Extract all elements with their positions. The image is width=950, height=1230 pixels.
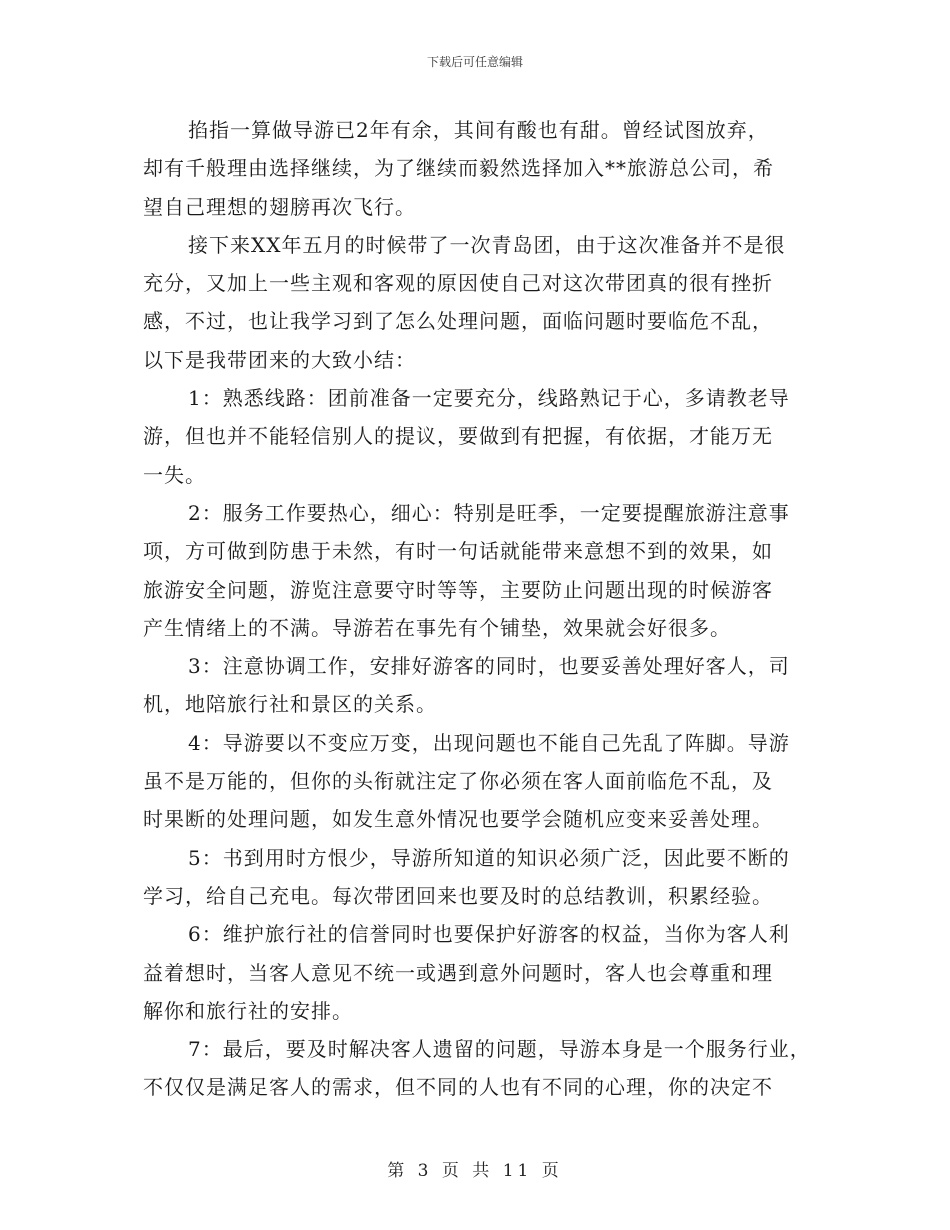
text-line: 不仅仅是满足客人的需求，但不同的人也有不同的心理，你的决定不: [143, 1075, 773, 1100]
text-line: 时果断的处理问题，如发生意外情况也要学会随机应变来妥善处理。: [143, 807, 773, 832]
text-line: 充分，又加上一些主观和客观的原因使自己对这次带团真的很有挫折: [143, 271, 773, 296]
text-line: 以下是我带团来的大致小结：: [143, 347, 416, 372]
text-line: 2：服务工作要热心，细心：特别是旺季，一定要提醒旅游注意事: [188, 500, 790, 525]
text-line: 项，方可做到防患于未然，有时一句话就能带来意想不到的效果，如: [143, 539, 773, 564]
paragraph-point-1: [143, 379, 813, 494]
text-line: 解你和旅行社的安排。: [143, 998, 353, 1023]
text-line: 4：导游要以不变应万变，出现问题也不能自己先乱了阵脚。导游: [188, 730, 790, 755]
text-line: 学习，给自己充电。每次带团回来也要及时的总结教训，积累经验。: [143, 883, 773, 908]
text-line: 掐指一算做导游已2年有余，其间有酸也有甜。曾经试图放弃，: [188, 118, 769, 142]
text-line: 1：熟悉线路：团前准备一定要充分，线路熟记于心，多请教老导: [188, 386, 790, 411]
paragraph-intro: [143, 111, 813, 226]
text-line: 却有千般理由选择继续，为了继续而毅然选择加入**旅游总公司，希: [143, 156, 774, 181]
text-line: 3：注意协调工作，安排好游客的同时，也要妥善处理好客人，司: [188, 654, 790, 679]
paragraph-qingdao-tour: [143, 226, 813, 379]
paragraph-point-4: [143, 724, 813, 839]
page-number-footer: 第 3 页 共 11 页: [387, 1161, 563, 1181]
page-header: 下载后可任意编辑: [426, 55, 523, 69]
text-line: 机，地陪旅行社和景区的关系。: [143, 692, 437, 717]
text-line: 益着想时，当客人意见不统一或遇到意外问题时，客人也会尊重和理: [143, 960, 773, 985]
paragraph-point-7: [143, 1030, 813, 1107]
paragraph-point-6: [143, 915, 813, 1030]
text-line: 6：维护旅行社的信誉同时也要保护好游客的权益，当你为客人利: [188, 922, 790, 947]
text-line: 旅游安全问题，游览注意要守时等等，主要防止问题出现的时候游客: [143, 577, 773, 602]
paragraph-point-5: [143, 839, 813, 916]
text-line: 望自己理想的翅膀再次飞行。: [143, 194, 416, 219]
text-line: 接下来XX年五月的时候带了一次青岛团，由于这次准备并不是很: [188, 232, 786, 257]
text-line: 虽不是万能的，但你的头衔就注定了你必须在客人面前临危不乱，及: [143, 769, 773, 794]
text-line: 7：最后，要及时解决客人遗留的问题，导游本身是一个服务行业，: [188, 1037, 811, 1062]
text-line: 一失。: [143, 462, 206, 487]
text-line: 5：书到用时方恨少，导游所知道的知识必须广泛，因此要不断的: [188, 845, 790, 870]
paragraph-point-3: [143, 647, 813, 724]
paragraph-point-2: [143, 494, 813, 647]
text-line: 游，但也并不能轻信别人的提议，要做到有把握，有依据，才能万无: [143, 424, 773, 449]
text-line: 感，不过，也让我学习到了怎么处理问题，面临问题时要临危不乱，: [143, 309, 773, 334]
text-line: 产生情绪上的不满。导游若在事先有个铺垫，效果就会好很多。: [143, 615, 731, 640]
document-body: [143, 111, 813, 1107]
